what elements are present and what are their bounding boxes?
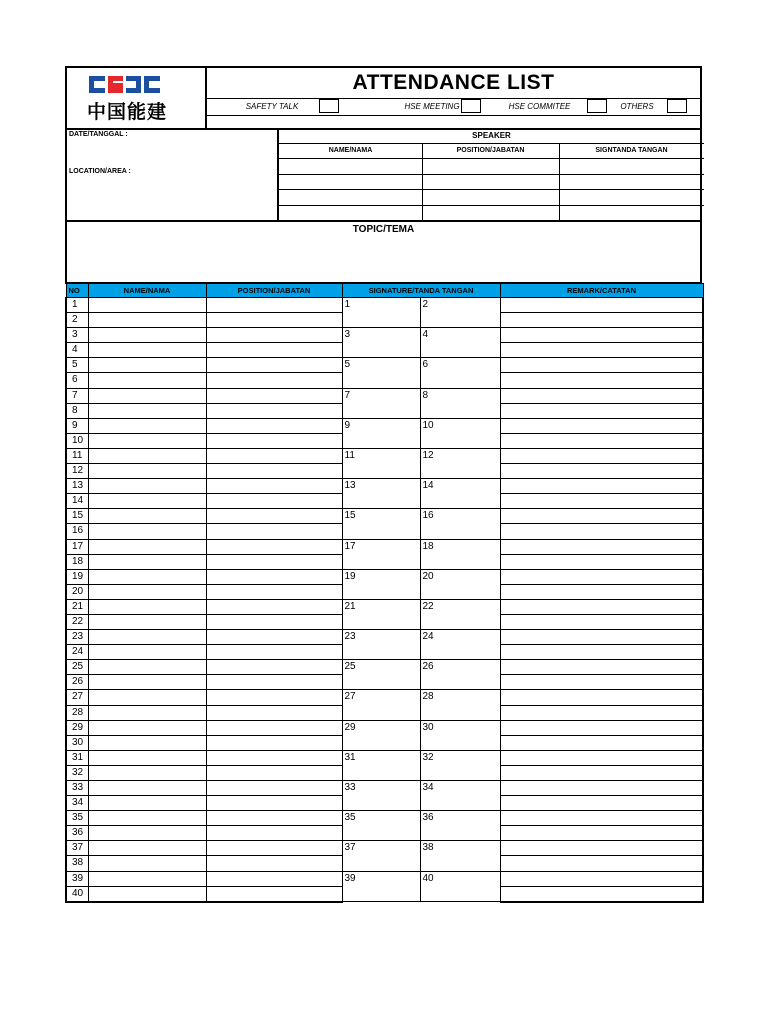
position-cell[interactable] [206,871,342,886]
divider [279,205,704,206]
position-cell[interactable] [206,660,342,675]
location-label: LOCATION/AREA : [69,168,131,175]
signature-cell[interactable]: 32 [420,750,500,780]
position-cell[interactable] [206,796,342,811]
meeting-type-row [207,98,700,116]
name-cell[interactable] [88,388,206,403]
position-cell[interactable] [206,705,342,720]
remark-cell[interactable] [500,448,703,463]
signature-cell[interactable]: 38 [420,841,500,871]
name-cell[interactable] [88,645,206,660]
row-number: 32 [66,765,88,780]
table-row [66,388,703,403]
remark-cell[interactable] [500,509,703,524]
signature-cell[interactable]: 39 [342,871,420,902]
signature-cell[interactable]: 21 [342,599,420,629]
remark-cell[interactable] [500,494,703,509]
remark-cell[interactable] [500,343,703,358]
col-header-no: NO [66,284,88,298]
table-row [66,720,703,735]
remark-cell[interactable] [500,433,703,448]
remark-cell[interactable] [500,479,703,494]
row-number: 37 [66,841,88,856]
table-row [66,871,703,886]
name-cell[interactable] [88,781,206,796]
position-cell[interactable] [206,494,342,509]
row-number: 10 [66,433,88,448]
signature-cell[interactable]: 3 [342,328,420,358]
type-label-others: OTHERS [620,102,654,111]
signature-cell[interactable]: 28 [420,690,500,720]
remark-cell[interactable] [500,781,703,796]
signature-cell[interactable]: 4 [420,328,500,358]
remark-cell[interactable] [500,871,703,886]
row-number: 39 [66,871,88,886]
remark-cell[interactable] [500,720,703,735]
position-cell[interactable] [206,614,342,629]
row-number: 13 [66,479,88,494]
remark-cell[interactable] [500,418,703,433]
type-label-safety-talk: SAFETY TALK [245,102,299,111]
name-cell[interactable] [88,811,206,826]
signature-cell[interactable]: 6 [420,358,500,388]
position-cell[interactable] [206,841,342,856]
topic-section [65,221,702,284]
table-row [66,539,703,554]
name-cell[interactable] [88,720,206,735]
name-cell[interactable] [88,871,206,886]
signature-cell[interactable]: 10 [420,418,500,448]
table-row [66,418,703,433]
position-cell[interactable] [206,645,342,660]
remark-cell[interactable] [500,735,703,750]
divider [279,174,704,175]
page-title: ATTENDANCE LIST [352,71,555,94]
signature-cell[interactable]: 30 [420,720,500,750]
row-number: 8 [66,403,88,418]
speaker-title: SPEAKER [279,128,704,144]
row-number: 1 [66,298,88,313]
row-number: 2 [66,313,88,328]
remark-cell[interactable] [500,464,703,479]
signature-cell[interactable]: 29 [342,720,420,750]
table-row [66,660,703,675]
row-number: 36 [66,826,88,841]
safety-talk-checkbox[interactable] [319,99,339,113]
signature-cell[interactable]: 26 [420,660,500,690]
name-cell[interactable] [88,705,206,720]
table-row [66,750,703,765]
position-cell[interactable] [206,826,342,841]
position-cell[interactable] [206,856,342,871]
name-cell[interactable] [88,841,206,856]
row-number: 27 [66,690,88,705]
name-cell[interactable] [88,448,206,463]
remark-cell[interactable] [500,630,703,645]
info-section [65,128,702,222]
position-cell[interactable] [206,750,342,765]
remark-cell[interactable] [500,313,703,328]
table-row [66,358,703,373]
table-row [66,509,703,524]
row-number: 14 [66,494,88,509]
position-cell[interactable] [206,811,342,826]
position-cell[interactable] [206,509,342,524]
signature-cell[interactable]: 12 [420,448,500,478]
position-cell[interactable] [206,358,342,373]
signature-cell[interactable]: 15 [342,509,420,539]
row-number: 3 [66,328,88,343]
name-cell[interactable] [88,886,206,902]
remark-cell[interactable] [500,358,703,373]
remark-cell[interactable] [500,826,703,841]
remark-cell[interactable] [500,373,703,388]
remark-cell[interactable] [500,675,703,690]
type-label-hse-commitee: HSE COMMITEE [508,102,571,111]
row-number: 18 [66,554,88,569]
name-cell[interactable] [88,765,206,780]
company-logo [67,68,207,128]
hse-commitee-checkbox[interactable] [587,99,607,113]
position-cell[interactable] [206,765,342,780]
speaker-name-header: NAME/NAMA [279,144,422,159]
signature-cell[interactable]: 37 [342,841,420,871]
position-cell[interactable] [206,554,342,569]
remark-cell[interactable] [500,388,703,403]
remark-cell[interactable] [500,750,703,765]
name-cell[interactable] [88,750,206,765]
signature-cell[interactable]: 14 [420,479,500,509]
table-row [66,328,703,343]
signature-cell[interactable]: 31 [342,750,420,780]
remark-cell[interactable] [500,403,703,418]
position-cell[interactable] [206,675,342,690]
signature-cell[interactable]: 23 [342,630,420,660]
row-number: 20 [66,584,88,599]
remark-cell[interactable] [500,328,703,343]
name-cell[interactable] [88,599,206,614]
divider [559,144,560,220]
row-number: 22 [66,614,88,629]
table-row [66,479,703,494]
name-cell[interactable] [88,826,206,841]
signature-cell[interactable]: 13 [342,479,420,509]
name-cell[interactable] [88,509,206,524]
name-cell[interactable] [88,358,206,373]
signature-cell[interactable]: 40 [420,871,500,902]
remark-cell[interactable] [500,554,703,569]
remark-cell[interactable] [500,524,703,539]
row-number: 40 [66,886,88,902]
remark-cell[interactable] [500,599,703,614]
signature-cell[interactable]: 36 [420,811,500,841]
signature-cell[interactable]: 35 [342,811,420,841]
row-number: 7 [66,388,88,403]
name-cell[interactable] [88,298,206,313]
name-cell[interactable] [88,343,206,358]
row-number: 33 [66,781,88,796]
position-cell[interactable] [206,735,342,750]
remark-cell[interactable] [500,660,703,675]
position-cell[interactable] [206,328,342,343]
row-number: 15 [66,509,88,524]
signature-cell[interactable]: 8 [420,388,500,418]
position-cell[interactable] [206,388,342,403]
name-cell[interactable] [88,569,206,584]
name-cell[interactable] [88,524,206,539]
signature-cell[interactable]: 24 [420,630,500,660]
remark-cell[interactable] [500,765,703,780]
remark-cell[interactable] [500,584,703,599]
row-number: 17 [66,539,88,554]
remark-cell[interactable] [500,841,703,856]
remark-cell[interactable] [500,886,703,902]
position-cell[interactable] [206,298,342,313]
signature-cell[interactable]: 33 [342,781,420,811]
signature-cell[interactable]: 18 [420,539,500,569]
table-header-row [66,284,703,298]
type-label-hse-meeting: HSE MEETING [404,102,460,111]
signature-cell[interactable]: 19 [342,569,420,599]
name-cell[interactable] [88,554,206,569]
table-row [66,690,703,705]
row-number: 25 [66,660,88,675]
name-cell[interactable] [88,464,206,479]
speaker-section [277,128,702,220]
signature-cell[interactable]: 1 [342,298,420,328]
signature-cell[interactable]: 9 [342,418,420,448]
name-cell[interactable] [88,630,206,645]
position-cell[interactable] [206,403,342,418]
remark-cell[interactable] [500,796,703,811]
remark-cell[interactable] [500,539,703,554]
name-cell[interactable] [88,373,206,388]
speaker-position-header: POSITION/JABATAN [422,144,559,159]
name-cell[interactable] [88,856,206,871]
position-cell[interactable] [206,569,342,584]
position-cell[interactable] [206,313,342,328]
row-number: 11 [66,448,88,463]
row-number: 23 [66,630,88,645]
position-cell[interactable] [206,599,342,614]
row-number: 6 [66,373,88,388]
row-number: 29 [66,720,88,735]
position-cell[interactable] [206,630,342,645]
table-row [66,569,703,584]
signature-cell[interactable]: 27 [342,690,420,720]
remark-cell[interactable] [500,705,703,720]
row-number: 28 [66,705,88,720]
position-cell[interactable] [206,690,342,705]
remark-cell[interactable] [500,645,703,660]
row-number: 21 [66,599,88,614]
row-number: 12 [66,464,88,479]
row-number: 26 [66,675,88,690]
name-cell[interactable] [88,584,206,599]
col-header-name: NAME/NAMA [88,284,206,298]
signature-cell[interactable]: 16 [420,509,500,539]
row-number: 19 [66,569,88,584]
divider [279,189,704,190]
position-cell[interactable] [206,886,342,902]
name-cell[interactable] [88,539,206,554]
row-number: 31 [66,750,88,765]
table-row [66,448,703,463]
row-number: 16 [66,524,88,539]
topic-label: TOPIC/TEMA [352,224,415,235]
remark-cell[interactable] [500,811,703,826]
col-header-position: POSITION/JABATAN [206,284,342,298]
divider [422,144,423,220]
signature-cell[interactable]: 22 [420,599,500,629]
row-number: 4 [66,343,88,358]
name-cell[interactable] [88,614,206,629]
table-row [66,599,703,614]
row-number: 30 [66,735,88,750]
name-cell[interactable] [88,690,206,705]
name-cell[interactable] [88,433,206,448]
table-row [66,298,703,313]
position-cell[interactable] [206,373,342,388]
signature-cell[interactable]: 5 [342,358,420,388]
remark-cell[interactable] [500,569,703,584]
name-cell[interactable] [88,403,206,418]
row-number: 34 [66,796,88,811]
signature-cell[interactable]: 25 [342,660,420,690]
row-number: 38 [66,856,88,871]
attendance-table [65,283,702,903]
table-row [66,841,703,856]
position-cell[interactable] [206,418,342,433]
row-number: 35 [66,811,88,826]
signature-cell[interactable]: 11 [342,448,420,478]
signature-cell[interactable]: 17 [342,539,420,569]
name-cell[interactable] [88,479,206,494]
table-row [66,781,703,796]
position-cell[interactable] [206,524,342,539]
form-header [65,66,702,130]
signature-cell[interactable]: 20 [420,569,500,599]
name-cell[interactable] [88,735,206,750]
position-cell[interactable] [206,781,342,796]
row-number: 5 [66,358,88,373]
position-cell[interactable] [206,584,342,599]
table-row [66,630,703,645]
signature-cell[interactable]: 7 [342,388,420,418]
position-cell[interactable] [206,479,342,494]
position-cell[interactable] [206,448,342,463]
col-header-remark: REMARK/CATATAN [500,284,703,298]
name-cell[interactable] [88,418,206,433]
name-cell[interactable] [88,796,206,811]
signature-cell[interactable]: 2 [420,298,500,328]
others-checkbox[interactable] [667,99,687,113]
name-cell[interactable] [88,675,206,690]
signature-cell[interactable]: 34 [420,781,500,811]
remark-cell[interactable] [500,856,703,871]
logo-chinese-text: 中国能建 [87,101,168,123]
position-cell[interactable] [206,433,342,448]
speaker-signature-header: SIGNTANDA TANGAN [559,144,704,159]
position-cell[interactable] [206,464,342,479]
name-cell[interactable] [88,660,206,675]
hse-meeting-checkbox[interactable] [461,99,481,113]
row-number: 9 [66,418,88,433]
row-number: 24 [66,645,88,660]
table-row [66,811,703,826]
remark-cell[interactable] [500,614,703,629]
remark-cell[interactable] [500,690,703,705]
date-label: DATE/TANGGAL : [69,131,128,138]
position-cell[interactable] [206,343,342,358]
name-cell[interactable] [88,328,206,343]
remark-cell[interactable] [500,298,703,313]
position-cell[interactable] [206,539,342,554]
name-cell[interactable] [88,494,206,509]
col-header-signature: SIGNATURE/TANDA TANGAN [342,284,500,298]
table-body [66,298,703,902]
name-cell[interactable] [88,313,206,328]
position-cell[interactable] [206,720,342,735]
